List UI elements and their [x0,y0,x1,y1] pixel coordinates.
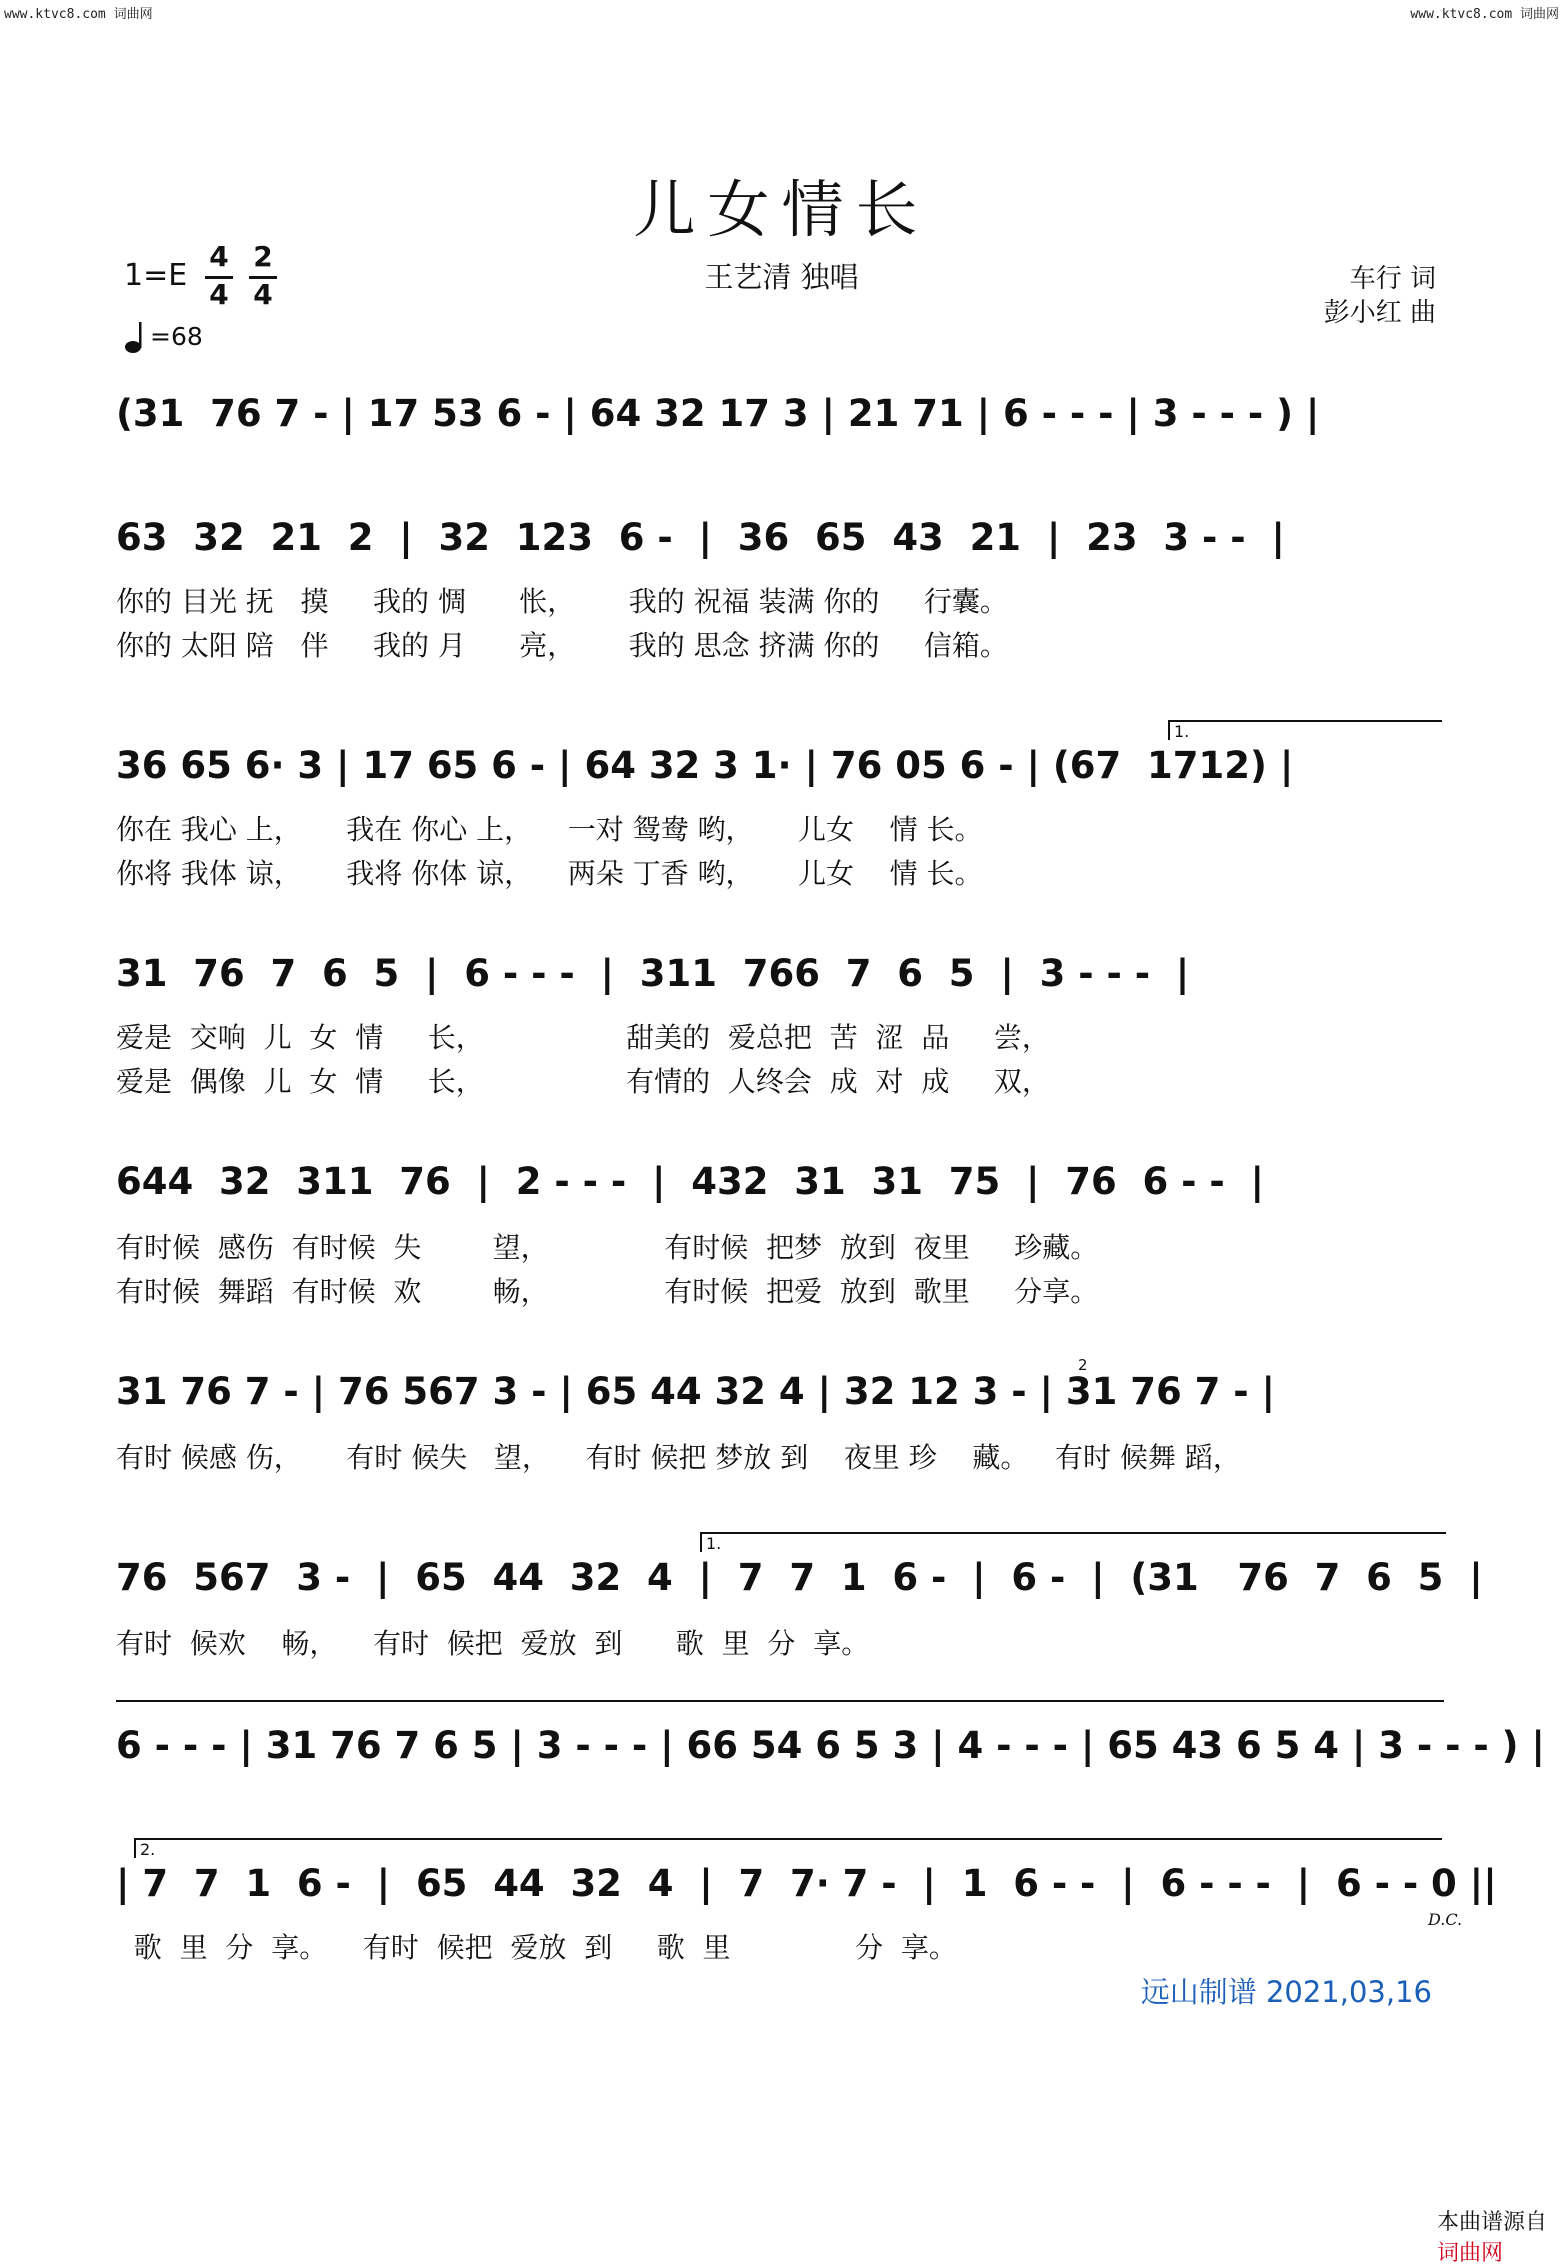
notation-line-4: 31 76 7 6 5 | 6 - - - | 311 766 7 6 5 | 3 - - - | [116,952,1190,995]
time-sig-1-bottom: 4 [209,278,229,311]
notation-line-1: (31 76 7 - | 17 53 6 - | 64 32 17 3 | 21 71 | 6 - - - | 3 - - - ) | [116,392,1320,435]
song-title: 儿女情长 [633,173,930,246]
lyric-line-2-verse-2: 你的 太阳 陪 伴 我的 月 亮， 我的 思念 挤满 你的 信箱。 [116,629,1008,662]
da-capo-mark: D.C. [1428,1910,1463,1929]
footer-brand[interactable]: 词曲网 [1436,2241,1503,2266]
corner-watermark-left: www.ktvc8.com 词曲网 [4,7,153,22]
notation-line-5: 644 32 311 76 | 2 - - - | 432 31 31 75 | 76 6 - - | [116,1160,1265,1203]
lyric-line-5-verse-2: 有时候 舞蹈 有时候 欢 畅， 有时候 把爱 放到 歌里 分享。 [116,1275,1099,1308]
time-sig-2-bottom: 4 [253,278,273,311]
composer-credit: 彭小红 曲 [1323,298,1436,328]
lyric-line-4-verse-2: 爱是 偶像 儿 女 情 长， 有情的 人终会 成 对 成 双， [116,1065,1050,1098]
lyric-line-9: 歌 里 分 享。 有时 候把 爱放 到 歌 里 分 享。 [116,1931,957,1964]
volta-bracket-3 [134,1838,1442,1858]
notation-line-7: 76 567 3 - | 65 44 32 4 | 7 7 1 6 - | 6 - | (31 76 7 6 5 | [116,1556,1483,1599]
key-signature: 1=E [124,258,188,293]
notation-line-2: 63 32 21 2 | 32 123 6 - | 36 65 43 21 | 23 3 - - | [116,516,1285,559]
time-sig-1-top: 4 [209,240,229,273]
corner-watermark-right: www.ktvc8.com 词曲网 [1410,7,1559,22]
volta-label-2: 1. [706,1534,722,1553]
segno-mark: 2 [1078,1356,1088,1374]
lyric-line-3-verse-2: 你将 我体 谅， 我将 你体 谅， 两朵 丁香 哟， 儿女 情 长。 [116,857,983,890]
notation-line-9: | 7 7 1 6 - | 65 44 32 4 | 7 7· 7 - | 1 6 - - | 6 - - - | 6 - - 0 || [116,1862,1497,1905]
lyricist-credit: 车行 词 [1349,264,1436,294]
notation-line-3: 36 65 6· 3 | 17 65 6 - | 64 32 3 1· | 76 05 6 - | (67 1712) | [116,744,1294,787]
lyric-line-7: 有时 候欢 畅， 有时 候把 爱放 到 歌 里 分 享。 [116,1627,870,1660]
lyric-line-5-verse-1: 有时候 感伤 有时候 失 望， 有时候 把梦 放到 夜里 珍藏。 [116,1231,1099,1264]
singer-credit: 王艺清 独唱 [704,260,859,294]
footer-source [1423,2180,1547,2267]
notation-line-8: 6 - - - | 31 76 7 6 5 | 3 - - - | 66 54 6 5 3 | 4 - - - | 65 43 6 5 4 | 3 - - - ) | [116,1724,1545,1767]
notation-line-6: 31 76 7 - | 76 567 3 - | 65 44 32 4 | 32 12 3 - | 31 76 7 - | [116,1370,1275,1413]
volta-label-1: 1. [1174,722,1190,741]
volta-bracket-1 [1168,720,1442,740]
lyric-line-2-verse-1: 你的 目光 抚 摸 我的 惆 怅， 我的 祝福 装满 你的 行囊。 [116,585,1008,618]
staff-rule [116,1700,1444,1702]
lyric-line-6: 有时 候感 伤， 有时 候失 望， 有时 候把 梦放 到 夜里 珍 藏。 有时 候舞 蹈， [116,1441,1241,1474]
quarter-note-icon [124,320,148,354]
tempo-marking: =68 [150,322,203,351]
volta-label-3: 2. [140,1840,156,1859]
time-sig-2-top: 2 [253,240,273,273]
footer-label: 本曲谱源自 [1436,2210,1547,2235]
transcriber-credit: 远山制谱 2021,03,16 [1140,1975,1432,2009]
lyric-line-3-verse-1: 你在 我心 上， 我在 你心 上， 一对 鸳鸯 哟， 儿女 情 长。 [116,813,983,846]
volta-bracket-2 [700,1532,1446,1552]
lyric-line-4-verse-1: 爱是 交响 儿 女 情 长， 甜美的 爱总把 苦 涩 品 尝， [116,1021,1050,1054]
